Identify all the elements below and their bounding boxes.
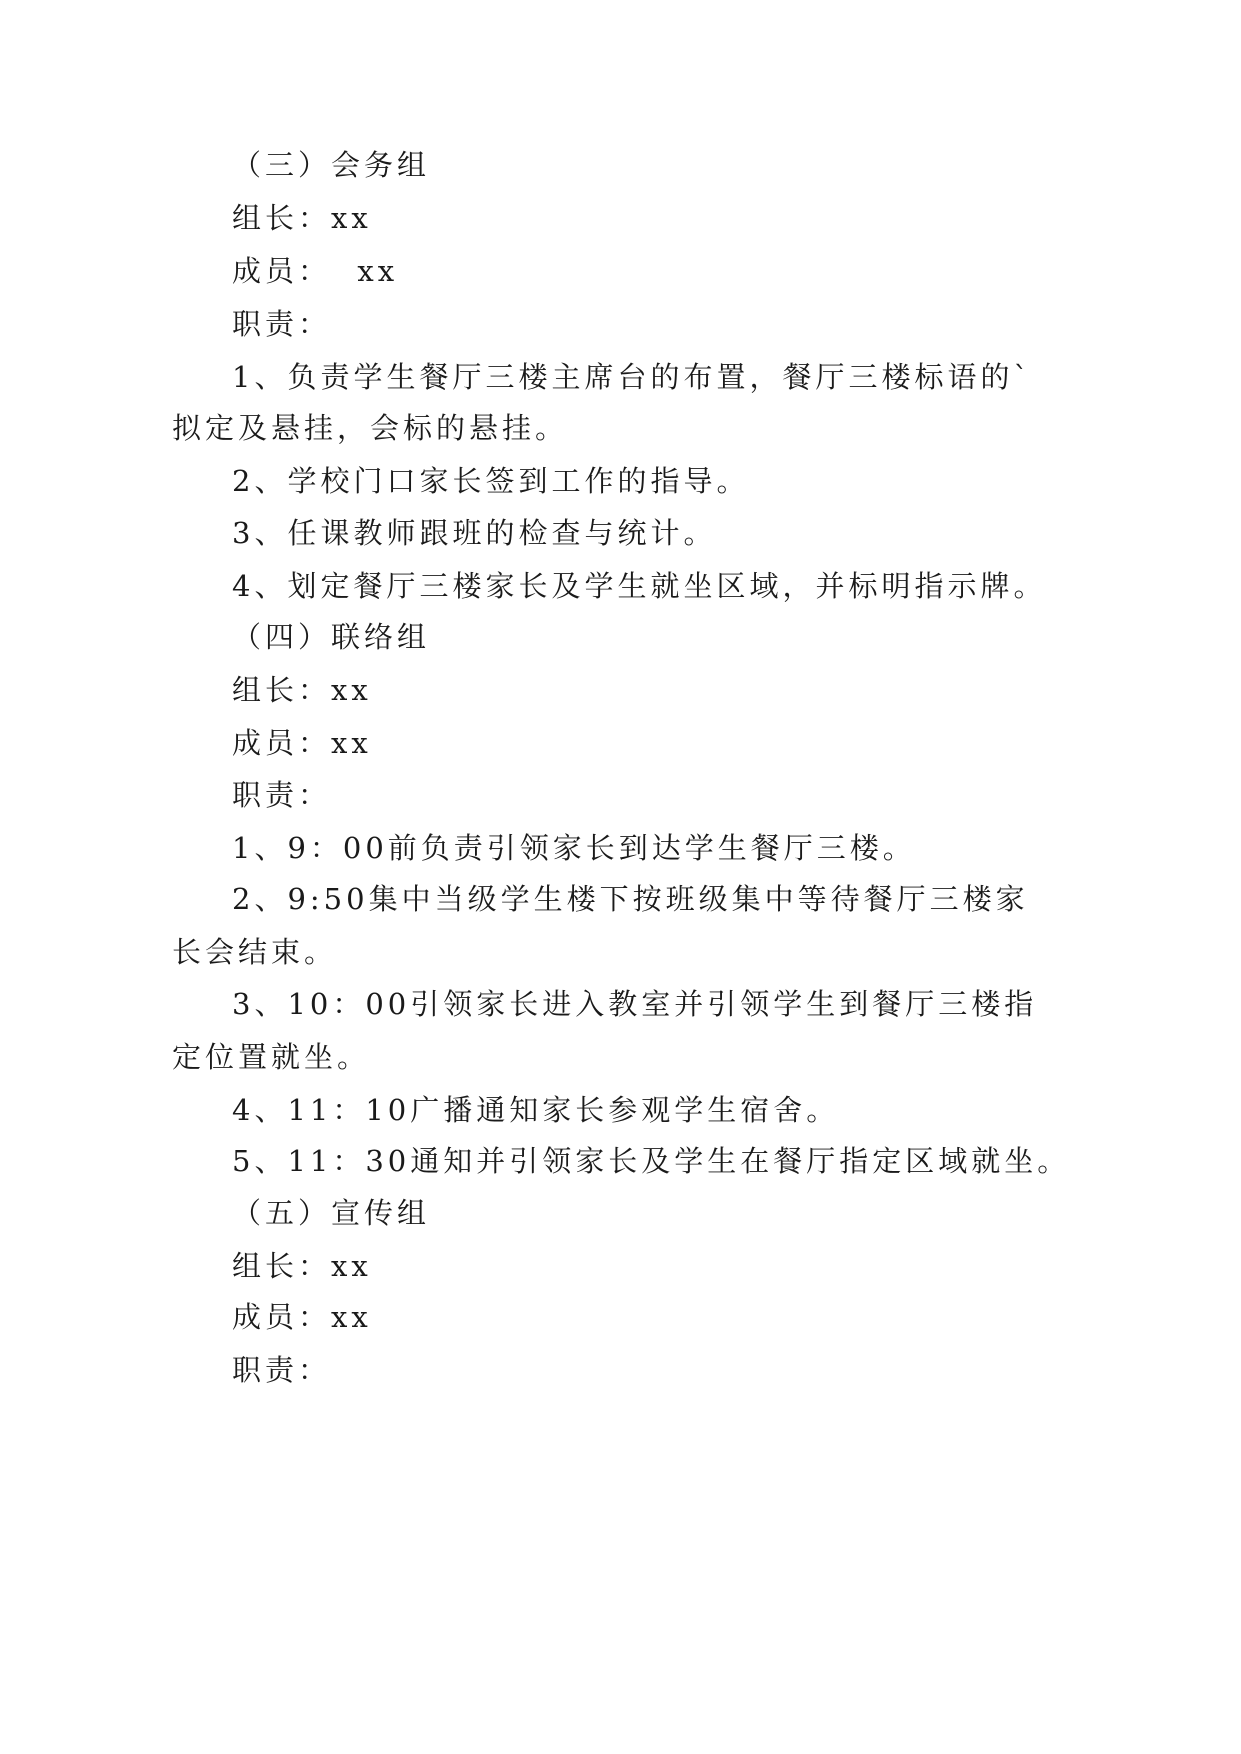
duty-item: 2、学校门口家长签到工作的指导。: [232, 464, 750, 498]
duty-item: 3、任课教师跟班的检查与统计。: [232, 516, 717, 550]
section-heading-publicity: （五）宣传组: [232, 1196, 431, 1230]
duty-item-continuation: 拟定及悬挂，会标的悬挂。: [172, 411, 569, 445]
duty-item: 1、负责学生餐厅三楼主席台的布置，餐厅三楼标语的`: [232, 360, 1032, 394]
duties-label: 职责：: [232, 307, 332, 341]
group-leader-line: 组长：xx: [232, 1249, 372, 1283]
section-heading-liaison: （四）联络组: [232, 620, 431, 654]
duty-item: 2、9:50集中当级学生楼下按班级集中等待餐厅三楼家: [232, 882, 1029, 916]
duties-label: 职责：: [232, 1353, 332, 1387]
duty-item: 4、划定餐厅三楼家长及学生就坐区域，并标明指示牌。: [232, 569, 1047, 603]
group-leader-line: 组长：xx: [232, 673, 372, 707]
duty-item: 1、9：00前负责引领家长到达学生餐厅三楼。: [232, 831, 916, 865]
duties-label: 职责：: [232, 778, 332, 812]
duty-item: 3、10：00引领家长进入教室并引领学生到餐厅三楼指: [232, 987, 1038, 1021]
group-members-line: 成员： xx: [232, 254, 399, 288]
duty-item: 5、11：30通知并引领家长及学生在餐厅指定区域就坐。: [232, 1144, 1071, 1178]
group-members-line: 成员：xx: [232, 1300, 372, 1334]
duty-item-continuation: 定位置就坐。: [172, 1040, 371, 1074]
duty-item-continuation: 长会结束。: [172, 935, 338, 969]
group-leader-line: 组长：xx: [232, 201, 372, 235]
section-heading-conference-affairs: （三）会务组: [232, 148, 431, 182]
group-members-line: 成员：xx: [232, 726, 372, 760]
duty-item: 4、11：10广播通知家长参观学生宿舍。: [232, 1093, 840, 1127]
